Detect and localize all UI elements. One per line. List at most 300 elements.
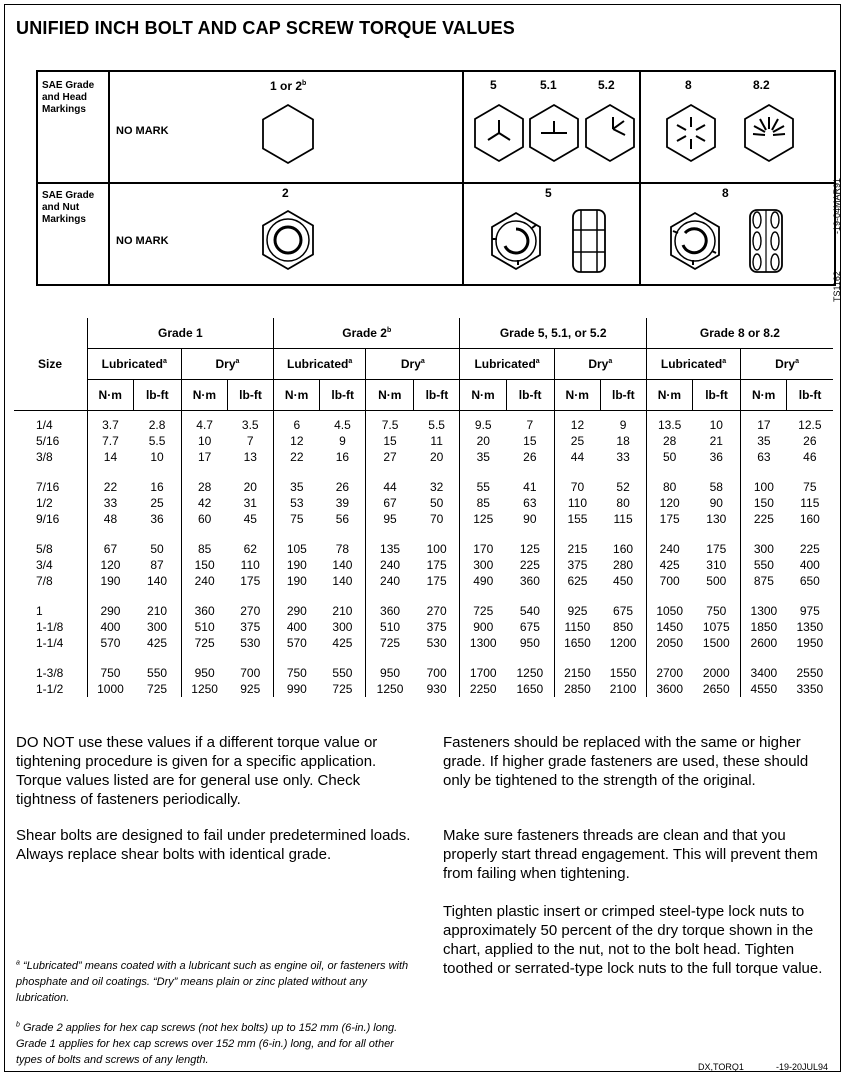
torque-cell: 900 [460,619,506,635]
torque-cell: 12.5 [798,418,822,432]
torque-cell: 18 [616,434,630,448]
torque-cell: 375 [426,620,447,634]
torque-cell: 90 [523,512,537,526]
torque-cell: 300 [332,620,353,634]
nut-grade-8: 8 [722,186,729,200]
torque-cell: 2600 [741,635,787,651]
head-no-mark: NO MARK [116,125,169,137]
group-spacer [14,589,833,603]
torque-cell: 1950 [796,636,824,650]
torque-cell: 80 [646,479,692,495]
torque-cell: 13.5 [646,411,692,434]
torque-cell: 700 [646,573,692,589]
torque-cell: 160 [613,542,634,556]
torque-cell: 67 [87,541,133,557]
size-cell: 9/16 [36,512,60,526]
torque-cell: 875 [741,573,787,589]
size-cell: 1-1/2 [36,682,64,696]
torque-cell: 3400 [741,665,787,681]
torque-cell: 570 [274,635,320,651]
torque-cell: 110 [240,558,260,572]
torque-cell: 1500 [702,636,730,650]
torque-cell: 930 [426,682,447,696]
torque-cell: 425 [646,557,692,573]
torque-cell: 725 [366,635,414,651]
size-cell: 5/16 [36,434,60,448]
torque-cell: 1000 [87,681,133,697]
markings-divider-1 [462,72,464,284]
torque-cell: 7 [246,434,254,448]
torque-cell: 175 [240,574,261,588]
head-grade-8-2: 8.2 [753,78,770,92]
head-grade-5-2: 5.2 [598,78,615,92]
torque-cell: 1250 [366,681,414,697]
torque-cell: 110 [554,495,600,511]
torque-cell: 26 [803,434,817,448]
torque-cell: 56 [335,512,350,526]
torque-cell: 1250 [181,681,227,697]
torque-cell: 50 [646,449,692,465]
torque-cell: 4.7 [181,411,227,434]
table-row [14,541,833,557]
torque-cell: 725 [181,635,227,651]
unit-nm-header: N·m [181,380,227,411]
unit-nm-header: N·m [646,380,692,411]
torque-cell: 16 [335,450,350,464]
size-cell: 3/8 [36,450,53,464]
torque-cell: 26 [523,450,537,464]
torque-cell: 950 [519,636,540,650]
nut-markings-row [38,182,834,284]
size-cell: 1-1/8 [36,620,64,634]
unit-nm-header: N·m [554,380,600,411]
size-cell: 1 [36,604,43,618]
torque-cell: 70 [429,512,444,526]
torque-cell: 26 [335,480,350,494]
torque-cell: 450 [613,574,634,588]
hex-head-grade8-icon [660,102,722,164]
torque-cell: 120 [87,557,133,573]
unit-lbft-header: lb-ft [320,380,366,411]
torque-cell: 17 [741,411,787,434]
torque-cell: 100 [426,542,447,556]
torque-cell: 20 [243,480,257,494]
torque-cell: 28 [646,433,692,449]
page-title: UNIFIED INCH BOLT AND CAP SCREW TORQUE VALUES [16,18,516,38]
torque-cell: 5.5 [428,418,445,432]
table-row [14,411,833,434]
torque-cell: 75 [274,511,320,527]
torque-cell: 115 [800,496,820,510]
torque-cell: 310 [706,558,727,572]
torque-cell: 87 [150,558,164,572]
torque-cell: 32 [429,480,444,494]
unit-lbft-header: lb-ft [133,380,181,411]
table-row [14,619,833,635]
torque-cell: 225 [741,511,787,527]
torque-cell: 12 [554,411,600,434]
head-grade-1-2: 1 or 2$^b$ [270,79,307,93]
torque-cell: 400 [274,619,320,635]
table-row [14,479,833,495]
torque-cell: 12 [274,433,320,449]
table-row [14,665,833,681]
torque-cell: 50 [150,542,164,556]
torque-cell: 25 [150,496,164,510]
unit-lbft-header: lb-ft [227,380,273,411]
torque-cell: 280 [613,558,634,572]
size-cell: 5/8 [36,542,53,556]
torque-cell: 1450 [646,619,692,635]
torque-cell: 1550 [609,666,637,680]
torque-cell: 70 [554,479,600,495]
dry-header: Dry$^a$ [554,349,646,380]
torque-cell: 510 [366,619,414,635]
torque-cell: 3350 [796,682,824,696]
torque-cell: 975 [799,604,820,618]
torque-cell: 1150 [554,619,600,635]
left-paragraph-2: Shear bolts are designed to fail under predetermined loads. Always replace shear bolts with identical grade. [16,827,411,863]
torque-cell: 2250 [460,681,506,697]
torque-cell: 13 [243,450,257,464]
right-paragraph-3: Tighten plastic insert or crimped steel-type lock nuts to approximately 50 percent of the dry torque shown in the chart, applied to the nut, not to the bolt head. Tighten toothed or serrated-type lock nuts to the full torque value. [443,903,823,977]
torque-cell: 300 [741,541,787,557]
torque-cell: 27 [366,449,414,465]
torque-cell: 16 [150,480,164,494]
torque-cell: 500 [706,574,727,588]
nut-side-grade8-icon [748,208,784,274]
torque-cell: 2100 [609,682,637,696]
torque-cell: 360 [519,574,540,588]
doc-date-code: -19-20JUL94 [776,1062,829,1072]
torque-cell: 33 [616,450,630,464]
torque-cell: 570 [87,635,133,651]
torque-cell: 225 [799,542,820,556]
torque-cell: 360 [181,603,227,619]
torque-cell: 290 [87,603,133,619]
torque-cell: 1700 [460,665,506,681]
torque-cell: 1300 [460,635,506,651]
torque-cell: 25 [554,433,600,449]
dry-header: Dry$^a$ [181,349,273,380]
hex-nut-plain-icon [256,208,320,272]
torque-cell: 36 [709,450,723,464]
torque-cell: 44 [366,479,414,495]
right-paragraph-2: Make sure fasteners threads are clean and that you properly start thread engagement. This will prevent them from failing when tightening. [443,827,818,882]
torque-cell: 42 [181,495,227,511]
torque-cell: 290 [274,603,320,619]
torque-cell: 950 [181,665,227,681]
lubricated-header: Lubricated$^a$ [460,349,554,380]
markings-divider-2 [639,72,641,284]
torque-cell: 300 [147,620,168,634]
nut-no-mark: NO MARK [116,235,169,247]
torque-cell: 550 [147,666,168,680]
torque-cell: 2150 [554,665,600,681]
torque-cell: 210 [332,604,353,618]
hex-head-grade8-2-icon [738,102,800,164]
torque-cell: 190 [87,573,133,589]
torque-cell: 725 [460,603,506,619]
torque-cell: 490 [460,573,506,589]
unit-nm-header: N·m [274,380,320,411]
table-row [14,635,833,651]
torque-cell: 750 [274,665,320,681]
lubricated-header: Lubricated$^a$ [646,349,740,380]
torque-cell: 925 [240,682,261,696]
torque-cell: 105 [274,541,320,557]
right-paragraph-1: Fasteners should be replaced with the same or higher grade. If higher grade fasteners are used, these should only be tightened to the strength of the original. [443,734,809,789]
unit-nm-header: N·m [87,380,133,411]
hex-nut-grade8-icon [664,210,726,272]
dry-header: Dry$^a$ [366,349,460,380]
torque-cell: 41 [523,480,537,494]
size-cell: 1-1/4 [36,636,64,650]
torque-cell: 9 [339,434,346,448]
torque-cell: 150 [181,557,227,573]
unit-nm-header: N·m [460,380,506,411]
torque-cell: 1650 [554,635,600,651]
torque-cell: 190 [274,573,320,589]
torque-cell: 300 [460,557,506,573]
torque-cell: 58 [709,480,723,494]
torque-cell: 80 [616,496,630,510]
torque-cell: 4550 [741,681,787,697]
hex-head-grade5-2-icon [579,102,641,164]
torque-cell: 990 [274,681,320,697]
torque-cell: 530 [426,636,447,650]
torque-cell: 150 [741,495,787,511]
torque-cell: 36 [150,512,164,526]
torque-cell: 950 [366,665,414,681]
torque-cell: 135 [366,541,414,557]
torque-cell: 39 [335,496,350,510]
torque-cell: 6 [274,411,320,434]
torque-cell: 400 [799,558,820,572]
torque-cell: 15 [366,433,414,449]
torque-cell: 20 [429,450,444,464]
torque-cell: 270 [426,604,447,618]
lubricated-header: Lubricated$^a$ [274,349,366,380]
torque-cell: 7 [526,418,534,432]
torque-cell: 140 [332,574,353,588]
torque-cell: 270 [240,604,261,618]
torque-cell: 725 [332,682,353,696]
table-row [14,449,833,465]
torque-cell: 10 [181,433,227,449]
unit-lbft-header: lb-ft [600,380,646,411]
torque-cell: 1050 [646,603,692,619]
torque-cell: 2000 [702,666,730,680]
torque-cell: 120 [646,495,692,511]
torque-cell: 2650 [702,682,730,696]
torque-cell: 7.5 [366,411,414,434]
torque-cell: 175 [706,542,727,556]
torque-cell: 1075 [702,620,730,634]
torque-cell: 45 [243,512,257,526]
torque-cell: 850 [613,620,634,634]
torque-cell: 46 [803,450,817,464]
torque-cell: 175 [426,558,447,572]
torque-cell: 550 [332,666,353,680]
side-code-top: -19-04MAR91 [832,177,842,234]
torque-cell: 2.8 [148,418,166,432]
torque-cell: 155 [554,511,600,527]
dry-header: Dry$^a$ [741,349,833,380]
group-spacer [14,465,833,479]
torque-cell: 175 [646,511,692,527]
condition-header-row [14,349,833,380]
torque-cell: 2700 [646,665,692,681]
torque-cell: 62 [243,542,257,556]
torque-cell: 550 [741,557,787,573]
hex-nut-grade5-icon [485,210,547,272]
torque-cell: 700 [426,666,447,680]
head-grade-5-1: 5.1 [540,78,557,92]
torque-cell: 85 [181,541,227,557]
torque-cell: 925 [554,603,600,619]
nut-grade-2: 2 [282,186,289,200]
torque-cell: 1250 [516,666,544,680]
torque-cell: 35 [741,433,787,449]
table-row [14,603,833,619]
table-row [14,557,833,573]
table-row [14,433,833,449]
torque-cell: 115 [613,512,633,526]
torque-cell: 130 [706,512,727,526]
torque-cell: 675 [613,604,634,618]
size-cell: 1/4 [36,418,53,432]
unit-lbft-header: lb-ft [414,380,460,411]
unit-lbft-header: lb-ft [506,380,554,411]
unit-header-row [14,380,833,411]
torque-cell: 2050 [646,635,692,651]
torque-cell: 33 [87,495,133,511]
torque-cell: 55 [460,479,506,495]
torque-cell: 95 [366,511,414,527]
nut-grade-5: 5 [545,186,552,200]
torque-cell: 60 [181,511,227,527]
table-row [14,681,833,697]
footnote-a: $^a$ “Lubricated” means coated with a lubricant such as engine oil, or fasteners with phosphate and oil coatings. “Dry” means plain or zinc plated without any lubrication. [16,959,409,1004]
torque-cell: 225 [519,558,540,572]
torque-cell: 675 [519,620,540,634]
torque-cell: 53 [274,495,320,511]
torque-cell: 240 [366,557,414,573]
torque-cell: 1200 [609,636,637,650]
torque-cell: 35 [460,449,506,465]
torque-cell: 375 [554,557,600,573]
torque-cell: 75 [803,480,817,494]
torque-cell: 9 [619,418,627,432]
torque-cell: 2850 [554,681,600,697]
torque-cell: 3600 [646,681,692,697]
nut-markings-label: SAE Grade and Nut Markings [38,182,110,284]
torque-cell: 22 [274,449,320,465]
torque-cell: 175 [426,574,447,588]
torque-cell: 3.5 [241,418,259,432]
grade5-header: Grade 5, 5.1, or 5.2 [460,318,646,349]
torque-cell: 215 [554,541,600,557]
hex-head-grade5-1-icon [523,102,585,164]
table-row [14,495,833,511]
torque-cell: 17 [181,449,227,465]
torque-cell: 85 [460,495,506,511]
torque-cell: 15 [523,434,537,448]
torque-cell: 140 [332,558,353,572]
torque-cell: 625 [554,573,600,589]
torque-cell: 725 [147,682,168,696]
unit-nm-header: N·m [366,380,414,411]
torque-cell: 240 [366,573,414,589]
torque-cell: 425 [332,636,353,650]
grade8-header: Grade 8 or 8.2 [646,318,833,349]
unit-lbft-header: lb-ft [787,380,833,411]
torque-cell: 100 [741,479,787,495]
lubricated-header: Lubricated$^a$ [87,349,181,380]
footnote-b: $^b$ Grade 2 applies for hex cap screws (not hex bolts) up to 152 mm (6-in.) long. Grade 1 applies for hex cap screws over 152 mm (6-in.) long, and for all other types of bolts and screws of any length. [16,1021,398,1066]
torque-cell: 375 [240,620,261,634]
torque-cell: 750 [706,604,727,618]
doc-code: DX,TORQ1 [698,1062,744,1072]
hex-head-plain-icon [256,102,320,166]
markings-box [36,70,836,286]
unit-lbft-header: lb-ft [692,380,740,411]
torque-cell: 22 [87,479,133,495]
hex-head-grade5-icon [468,102,530,164]
torque-cell: 540 [519,604,540,618]
torque-cell: 35 [274,479,320,495]
torque-cell: 78 [335,542,350,556]
nut-side-grade5-icon [571,208,607,274]
size-cell: 3/4 [36,558,53,572]
size-cell: 1-3/8 [36,666,64,680]
head-grade-5: 5 [490,78,497,92]
torque-cell: 10 [150,450,164,464]
torque-cell: 170 [460,541,506,557]
torque-cell: 48 [87,511,133,527]
torque-cell: 31 [243,496,257,510]
torque-cell: 650 [799,574,820,588]
side-code-bottom: TS1162 [832,271,842,302]
torque-cell: 28 [181,479,227,495]
torque-table [14,318,833,697]
size-header: Size [14,318,87,411]
table-row [14,573,833,589]
torque-cell: 63 [741,449,787,465]
torque-cell: 50 [429,496,444,510]
head-markings-label: SAE Grade and Head Markings [38,72,110,182]
head-markings-row [38,72,834,184]
torque-cell: 67 [366,495,414,511]
torque-cell: 4.5 [334,418,351,432]
group-spacer [14,527,833,541]
torque-cell: 7.7 [87,433,133,449]
size-cell: 7/16 [36,480,60,494]
torque-cell: 400 [87,619,133,635]
torque-cell: 1650 [516,682,544,696]
table-row [14,511,833,527]
torque-cell: 90 [709,496,723,510]
group-spacer [14,651,833,665]
torque-cell: 21 [709,434,723,448]
torque-cell: 210 [147,604,168,618]
torque-cell: 160 [799,512,820,526]
torque-cell: 44 [554,449,600,465]
torque-cell: 700 [240,666,261,680]
torque-cell: 5.5 [148,434,166,448]
torque-cell: 240 [646,541,692,557]
